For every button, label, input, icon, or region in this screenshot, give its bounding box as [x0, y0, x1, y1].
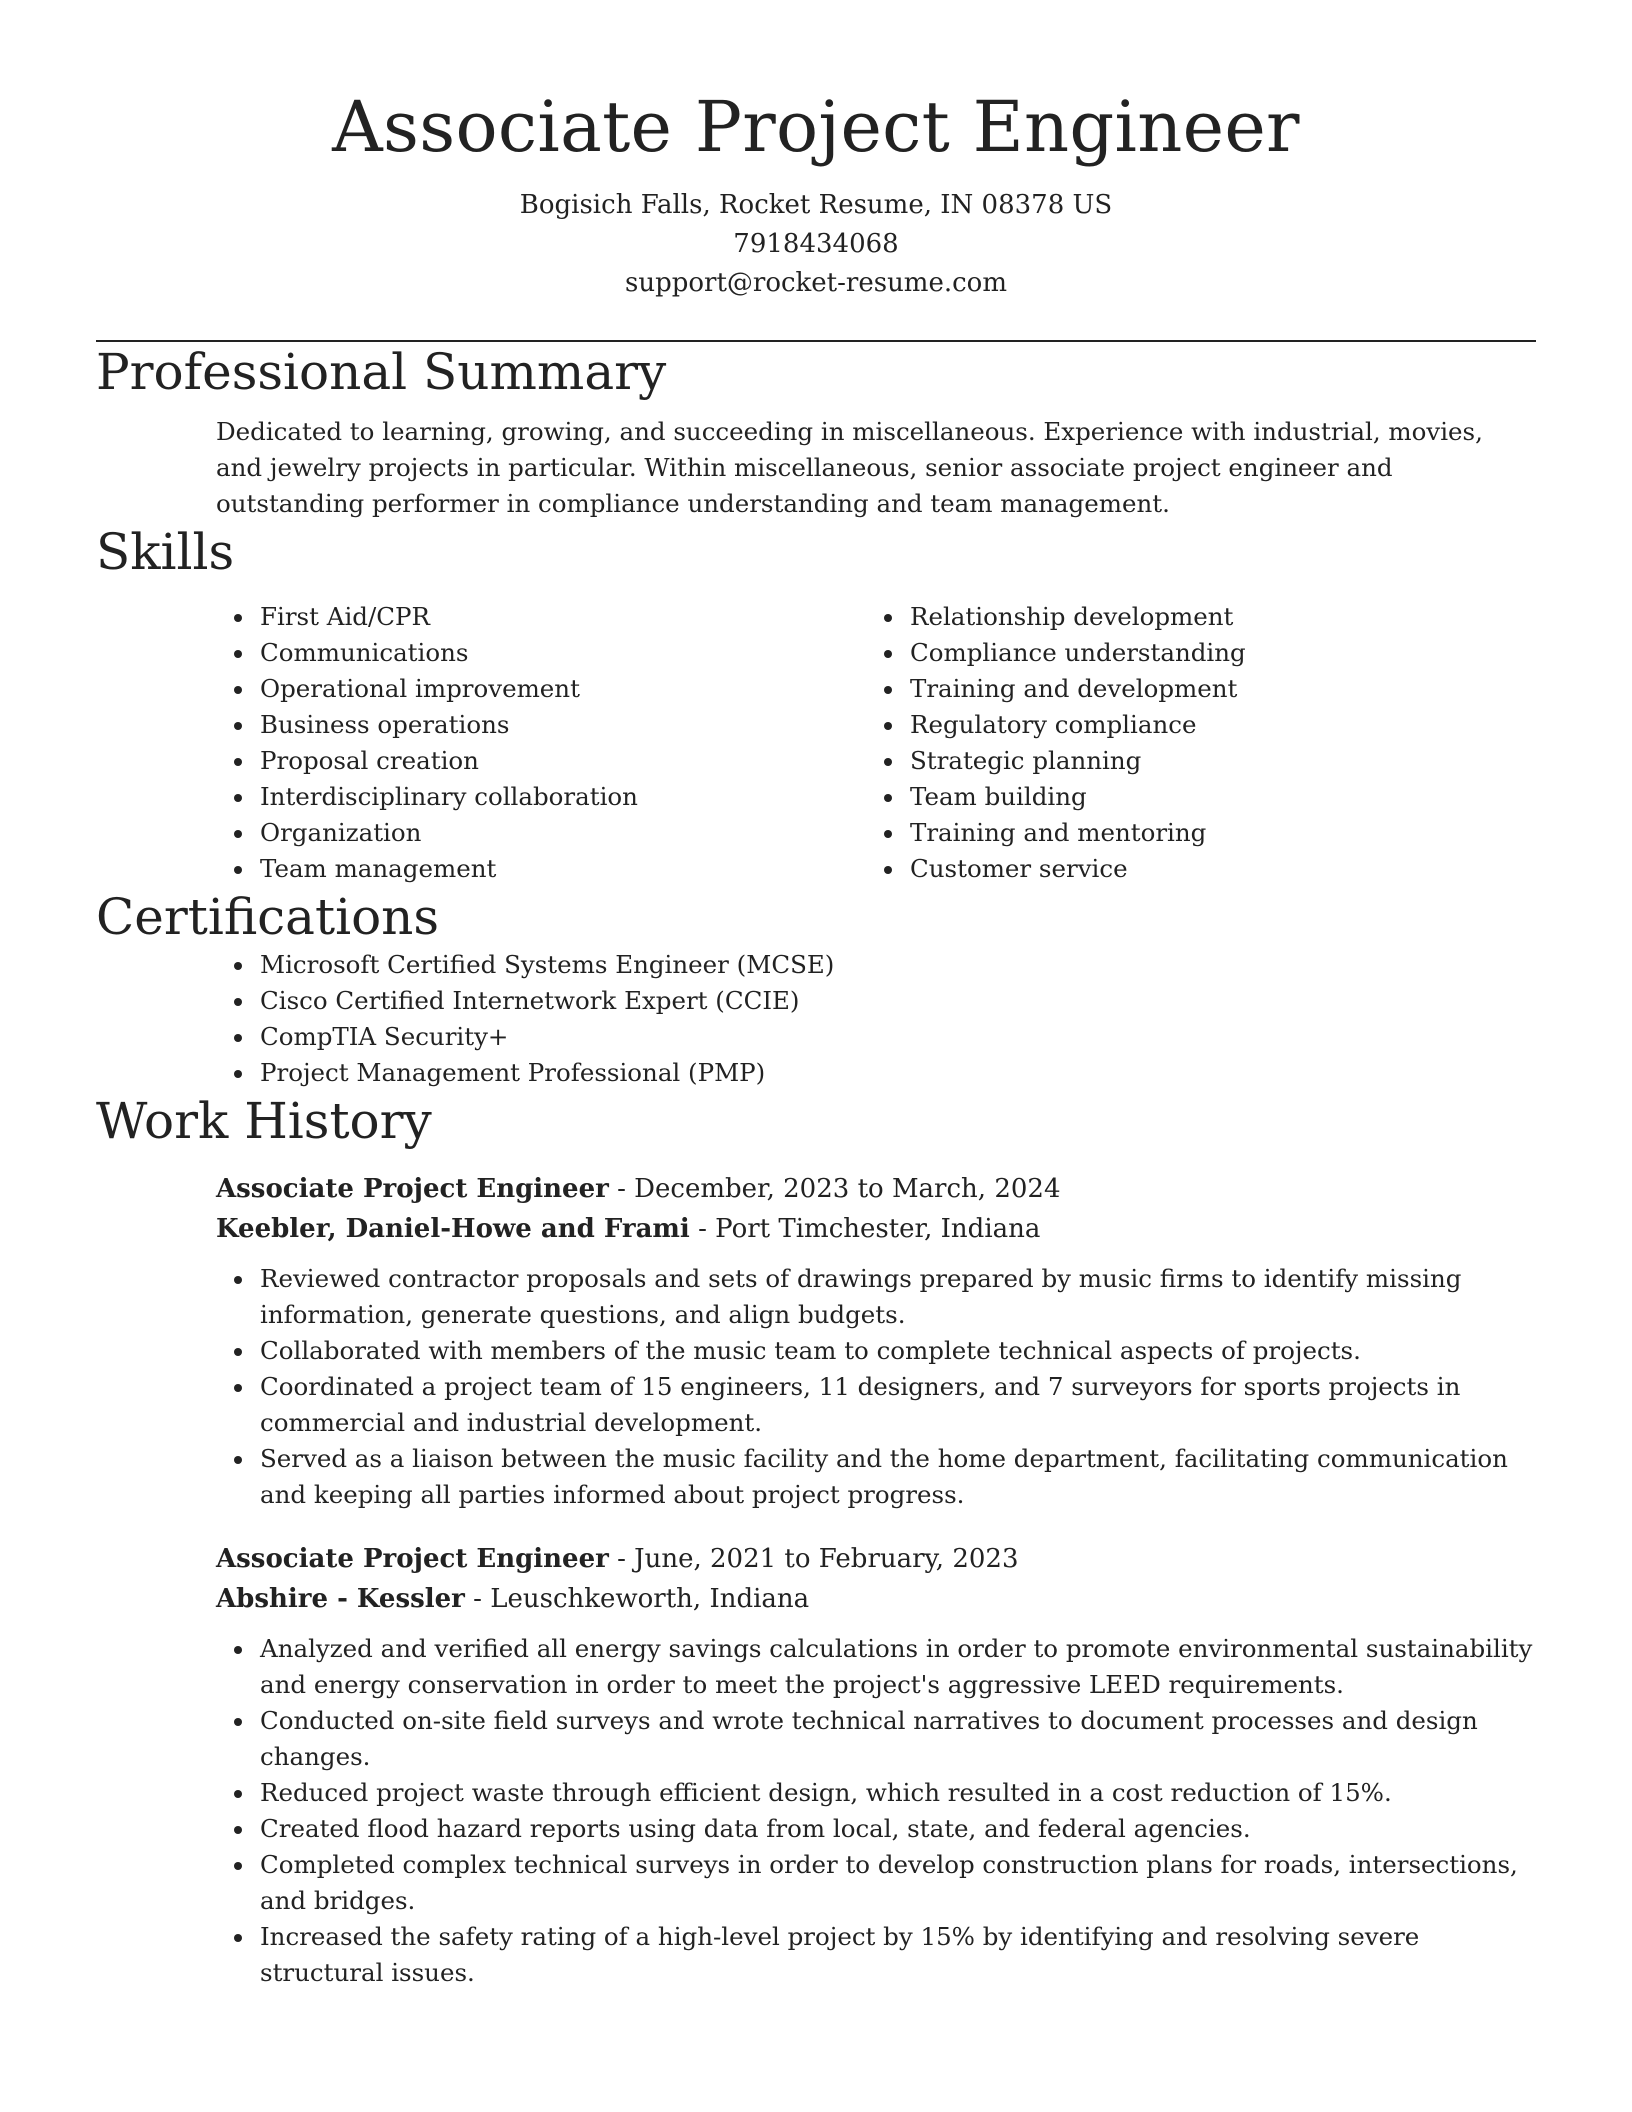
skill-item: Strategic planning: [746, 743, 1396, 779]
candidate-name: Associate Project Engineer: [332, 86, 1300, 168]
skill-item: Relationship development: [746, 599, 1396, 635]
skill-item: Communications: [96, 635, 746, 671]
certification-item: Microsoft Certified Systems Engineer (MCSE): [96, 947, 1536, 983]
certification-item: Project Management Professional (PMP): [96, 1055, 1536, 1091]
job-location: Port Timchester, Indiana: [715, 1214, 1041, 1244]
job-bullet: Conducted on-site field surveys and wrote technical narratives to document processes and design changes.: [216, 1703, 1536, 1775]
job-dates: December, 2023 to March, 2024: [634, 1174, 1061, 1204]
skill-item: First Aid/CPR: [96, 599, 746, 635]
contact-address: Bogisich Falls, Rocket Resume, IN 08378 US: [519, 190, 1113, 220]
skill-item: Team management: [96, 851, 746, 887]
skill-item: Business operations: [96, 707, 746, 743]
job-bullet: Created flood hazard reports using data from local, state, and federal agencies.: [216, 1811, 1536, 1847]
job-entry: [216, 1539, 1536, 1619]
job-title-line: [216, 1539, 1536, 1579]
job-bullet: Coordinated a project team of 15 engineers, 11 designers, and 7 surveyors for sports projects in commercial and industrial development.: [216, 1369, 1536, 1441]
skill-item: Interdisciplinary collaboration: [96, 779, 746, 815]
skills-heading: Skills: [96, 523, 235, 581]
job-location: Leuschkeworth, Indiana: [490, 1584, 810, 1614]
skill-item: Training and mentoring: [746, 815, 1396, 851]
work-history-heading: Work History: [96, 1092, 432, 1150]
job-bullets: [216, 1631, 1536, 1991]
certifications-list: [96, 947, 1536, 1091]
job-employer-line: [216, 1579, 1536, 1619]
job-title-line: [216, 1169, 1536, 1209]
contact-phone: 7918434068: [733, 229, 899, 259]
job-bullet: Reduced project waste through efficient design, which resulted in a cost reduction of 15%.: [216, 1775, 1536, 1811]
skills-list-left: [96, 599, 746, 887]
skill-item: Operational improvement: [96, 671, 746, 707]
contact-email: support@rocket-resume.com: [624, 268, 1007, 298]
job-title: Associate Project Engineer: [216, 1174, 609, 1204]
job-bullet: Increased the safety rating of a high-level project by 15% by identifying and resolving severe structural issues.: [216, 1919, 1536, 1991]
job-entry: [216, 1169, 1536, 1249]
skills-list-right: [746, 599, 1396, 887]
resume-page: [96, 0, 1536, 1991]
job-bullet: Served as a liaison between the music facility and the home department, facilitating communication and keeping all parties informed about project progress.: [216, 1441, 1536, 1513]
summary-text: Dedicated to learning, growing, and succeeding in miscellaneous. Experience with industrial, movies, and jewelry projects in particular. Within miscellaneous, senior associate project engineer and outstanding performer in compliance understanding and team management.: [216, 417, 1483, 518]
job-bullet: Reviewed contractor proposals and sets of drawings prepared by music firms to identify missing information, generate questions, and align budgets.: [216, 1261, 1536, 1333]
job-bullet: Completed complex technical surveys in order to develop construction plans for roads, intersections, and bridges.: [216, 1847, 1536, 1919]
certification-item: CompTIA Security+: [96, 1019, 1536, 1055]
job-bullets: [216, 1261, 1536, 1513]
skill-item: Proposal creation: [96, 743, 746, 779]
job-separator: -: [689, 1214, 716, 1244]
skill-item: Team building: [746, 779, 1396, 815]
job-title: Associate Project Engineer: [216, 1544, 609, 1574]
skill-item: Customer service: [746, 851, 1396, 887]
job-bullet: Collaborated with members of the music team to complete technical aspects of projects.: [216, 1333, 1536, 1369]
certifications-heading: Certifications: [96, 888, 440, 946]
skill-item: Training and development: [746, 671, 1396, 707]
skill-item: Regulatory compliance: [746, 707, 1396, 743]
skill-item: Compliance understanding: [746, 635, 1396, 671]
skills-columns: [96, 599, 1536, 887]
job-employer-line: [216, 1209, 1536, 1249]
contact-block: [96, 186, 1536, 303]
job-separator: -: [608, 1544, 635, 1574]
job-separator: -: [464, 1584, 491, 1614]
skill-item: Organization: [96, 815, 746, 851]
job-employer: Keebler, Daniel-Howe and Frami: [216, 1214, 690, 1244]
job-dates: June, 2021 to February, 2023: [634, 1544, 1019, 1574]
job-employer: Abshire - Kessler: [216, 1584, 465, 1614]
certification-item: Cisco Certified Internetwork Expert (CCIE): [96, 983, 1536, 1019]
job-bullet: Analyzed and verified all energy savings calculations in order to promote environmental sustainability and energy conservation in order to meet the project's aggressive LEED requirements.: [216, 1631, 1536, 1703]
job-separator: -: [608, 1174, 635, 1204]
summary-heading: Professional Summary: [96, 343, 667, 401]
